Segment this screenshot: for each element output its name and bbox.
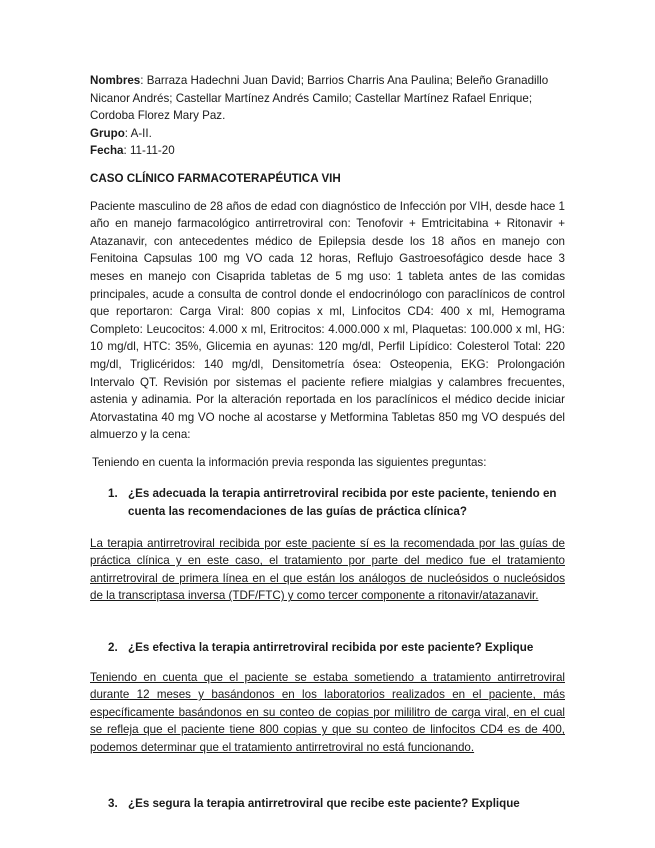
question-2-text: ¿Es efectiva la terapia antirretroviral recibida por este paciente? Explique: [128, 641, 534, 655]
question-3-number: 3.: [108, 796, 118, 810]
question-3-text: ¿Es segura la terapia antirretroviral que recibe este paciente? Explique: [128, 796, 520, 810]
question-2-number: 2.: [108, 641, 118, 655]
grupo-value: : A-II.: [124, 126, 152, 140]
answer-2: Teniendo en cuenta que el paciente se estaba sometiendo a tratamiento antirretroviral durante 12 meses y basándonos en los laboratorios realizados en el paciente, más específicamente basándonos en su conteo de copias por mililitro de carga viral, en el cual se refleja que el paciente tiene 800 copias y que su conteo de linfocitos CD4 es de 400, podemos determinar que el tratamiento antirretroviral no está funcionando.: [90, 670, 565, 754]
fecha-line: [90, 142, 565, 160]
answer-1: La terapia antirretroviral recibida por este paciente sí es la recomendada por las guías de práctica clínica y en este caso, el tratamiento por parte del medico fue el tratamiento antirretroviral de primera línea en el que están los análogos de nucleósidos o nucleósidos de la transcriptasa inversa (TDF/FTC) y como tercer componente a ritonavir/atazanavir.: [90, 536, 565, 603]
grupo-label: Grupo: [90, 126, 125, 140]
nombres-line: [90, 72, 565, 125]
nombres-value: : Barraza Hadechni Juan David; Barrios Charris Ana Paulina; Beleño Granadillo Nicanor Andrés; Castellar Martínez Andrés Camilo; Castellar Martínez Rafael Enrique; Cordoba Florez Mary Paz.: [90, 74, 549, 123]
question-1-number: 1.: [108, 487, 118, 501]
fecha-label: Fecha: [90, 144, 124, 158]
case-description: Paciente masculino de 28 años de edad con diagnóstico de Infección por VIH, desde hace 1 año en manejo farmacológico antirretroviral con: Tenofovir + Emtricitabina + Ritonavir + Atazanavir, con antecedentes médico de Epilepsia desde los 18 años en manejo con Fenitoina Capsulas 100 mg VO cada 12 horas, Reflujo Gastroesofágico desde hace 3 meses en manejo con Cisaprida tabletas de 5 mg uso: 1 tableta antes de las comidas principales, acude a consulta de control donde el endocrinólogo con paraclínicos de control que reportaron: Carga Viral: 800 copias x ml, Linfocitos CD4: 400 x ml, Hemograma Completo: Leucocitos: 4.000 x ml, Eritrocitos: 4.000.000 x ml, Plaquetas: 100.000 x ml, HG: 10 mg/dl, HTC: 35%, Glicemia en ayunas: 120 mg/dl, Perfil Lipídico: Colesterol Total: 220 mg/dl, Triglicéridos: 140 mg/dl, Densitometría ósea: Osteopenia, EKG: Prolongación Intervalo QT. Revisión por sistemas el paciente refiere mialgias y calambres frecuentes, astenia y adinamia. Por la alteración reportada en los paraclínicos el médico decide iniciar Atorvastatina 40 mg VO noche al acostarse y Metformina Tabletas 850 mg VO después del almuerzo y la cena:: [90, 199, 565, 442]
question-3: [90, 795, 565, 813]
fecha-value: : 11-11-20: [123, 144, 175, 158]
grupo-line: [90, 125, 565, 143]
questions-intro: Teniendo en cuenta la información previa responda las siguientes preguntas:: [92, 455, 487, 469]
case-title: CASO CLÍNICO FARMACOTERAPÉUTICA VIH: [90, 171, 341, 185]
question-2: [90, 639, 565, 657]
question-1-text: ¿Es adecuada la terapia antirretroviral recibida por este paciente, teniendo en cuenta las recomendaciones de las guías de práctica clínica?: [128, 487, 557, 519]
question-1: [90, 485, 565, 520]
nombres-label: Nombres: [90, 74, 141, 87]
